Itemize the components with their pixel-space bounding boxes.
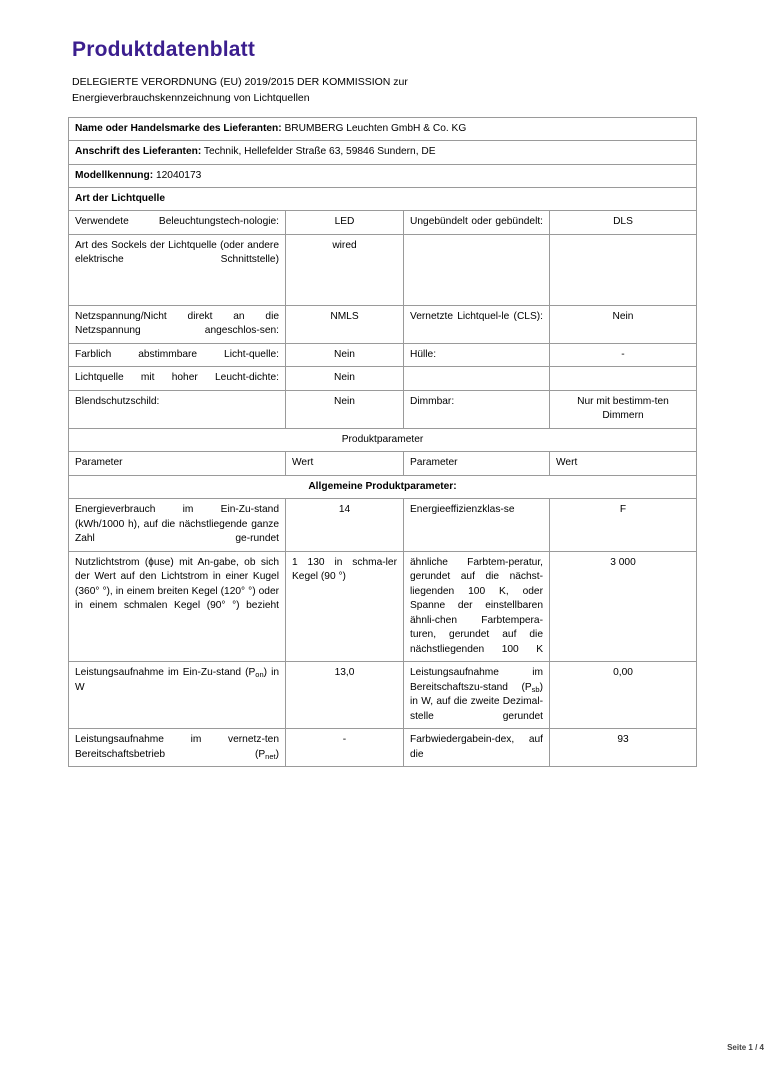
row-value-envelope: - xyxy=(550,343,697,366)
table-row xyxy=(69,343,697,366)
row-label-directional: Ungebündelt oder gebündelt: xyxy=(404,211,550,234)
row-value-colour-tunable: Nein xyxy=(286,343,404,366)
table-row-section-light-source xyxy=(69,187,697,210)
model-cell xyxy=(69,164,697,187)
row-label-energy-consumption: Energieverbrauch im Ein-Zu-stand (kWh/1000 h), auf die nächstliegende ganze Zahl ge-rundet xyxy=(69,499,286,551)
table-row xyxy=(69,729,697,767)
section-header-light-source: Art der Lichtquelle xyxy=(69,187,697,210)
row-label-high-luminance: Lichtquelle mit hoher Leucht-dichte: xyxy=(69,367,286,390)
table-row xyxy=(69,662,697,729)
table-row xyxy=(69,551,697,661)
row-label-power-on-mode: Leistungsaufnahme im Ein-Zu-stand $(P_{on})$ in W xyxy=(69,662,286,729)
table-row-section-product-parameters xyxy=(69,428,697,451)
row-label-colour-tunable: Farblich abstimmbare Licht-quelle: xyxy=(69,343,286,366)
row-label-envelope: Hülle: xyxy=(404,343,550,366)
row-label-power-standby-mode: Leistungsaufnahme im Bereitschaftszu-stand $(P_{sb})$ in W, auf die zweite Dezimal-stelle gerundet xyxy=(404,662,550,729)
row-value-useful-luminous-flux: 1 130 in schma-ler Kegel (90 °) xyxy=(286,551,404,661)
table-row xyxy=(69,390,697,428)
table-row xyxy=(69,367,697,390)
row-value-empty-1 xyxy=(550,234,697,305)
row-label-technology: Verwendete Beleuchtungstech-nologie: xyxy=(69,211,286,234)
row-label-anti-glare-shield: Blendschutzschild: xyxy=(69,390,286,428)
row-value-power-on-mode: 13,0 xyxy=(286,662,404,729)
supplier-address-label: Anschrift des Lieferanten: xyxy=(75,146,202,158)
table-row-param-header xyxy=(69,452,697,475)
row-label-empty-1 xyxy=(404,234,550,305)
table-row xyxy=(69,305,697,343)
param-header-value-2: Wert xyxy=(550,452,697,475)
row-value-energy-class: F xyxy=(550,499,697,551)
table-row-model xyxy=(69,164,697,187)
row-value-empty-2 xyxy=(550,367,697,390)
page-footer: Seite 1 / 4 xyxy=(727,1043,764,1052)
supplier-name-value: BRUMBERG Leuchten GmbH & Co. KG xyxy=(284,122,467,134)
regulation-subtitle-line1: DELEGIERTE VERORDNUNG (EU) 2019/2015 DER KOMMISSION zur xyxy=(72,76,408,88)
row-label-correlated-colour-temperature: ähnliche Farbtem-peratur, gerundet auf die nächst-liegenden 100 K, oder Spanne der einstellbaren ähnli-chen Farbtempera-turen, gerundet auf die nächstliegenden 100 K xyxy=(404,551,550,661)
supplier-address-cell xyxy=(69,141,697,164)
row-value-power-networked-standby: - xyxy=(286,729,404,767)
row-label-power-networked-standby: Leistungsaufnahme im vernetz-ten Bereitschaftsbetrieb $(P_{net})$ xyxy=(69,729,286,767)
row-value-anti-glare-shield: Nein xyxy=(286,390,404,428)
table-row xyxy=(69,211,697,234)
row-label-useful-luminous-flux: Nutzlichtstrom (ɸuse) mit An-gabe, ob sich der Wert auf den Lichtstrom in einer Kugel (360° °), in einem breiten Kegel (120° °) oder in einem schmalen Kegel (90° °) bezieht xyxy=(69,551,286,661)
regulation-subtitle xyxy=(72,74,696,107)
param-header-value-1: Wert xyxy=(286,452,404,475)
param-header-parameter-1: Parameter xyxy=(69,452,286,475)
row-value-mains-voltage: NMLS xyxy=(286,305,404,343)
row-value-energy-consumption: 14 xyxy=(286,499,404,551)
row-value-directional: DLS xyxy=(550,211,697,234)
page-title: Produktdatenblatt xyxy=(72,38,256,61)
datasheet-table xyxy=(68,117,697,768)
row-value-connected-light-source: Nein xyxy=(550,305,697,343)
row-value-dimmable: Nur mit bestimm-ten Dimmern xyxy=(550,390,697,428)
row-value-colour-rendering-index: 93 xyxy=(550,729,697,767)
row-label-dimmable: Dimmbar: xyxy=(404,390,550,428)
row-label-connected-light-source: Vernetzte Lichtquel-le (CLS): xyxy=(404,305,550,343)
table-row-supplier-address xyxy=(69,141,697,164)
supplier-name-cell xyxy=(69,117,697,140)
row-label-energy-class: Energieeffizienzklas-se xyxy=(404,499,550,551)
supplier-name-label: Name oder Handelsmarke des Lieferanten: xyxy=(75,122,282,134)
model-label: Modellkennung: xyxy=(75,169,154,181)
row-value-high-luminance: Nein xyxy=(286,367,404,390)
supplier-address-value: Technik, Hellefelder Straße 63, 59846 Sundern, DE xyxy=(203,146,436,158)
table-row xyxy=(69,499,697,551)
row-label-socket: Art des Sockels der Lichtquelle (oder andere elektrische Schnittstelle) xyxy=(69,234,286,305)
table-row xyxy=(69,234,697,305)
param-header-parameter-2: Parameter xyxy=(404,452,550,475)
section-header-product-parameters: Produktparameter xyxy=(69,428,697,451)
row-label-empty-2 xyxy=(404,367,550,390)
table-row-section-general-parameters xyxy=(69,475,697,498)
row-value-technology: LED xyxy=(286,211,404,234)
section-header-general-parameters: Allgemeine Produktparameter: xyxy=(69,475,697,498)
table-row-supplier-name xyxy=(69,117,697,140)
model-value: 12040173 xyxy=(155,169,202,181)
row-label-colour-rendering-index: Farbwiedergabein-dex, auf die xyxy=(404,729,550,767)
row-label-mains-voltage: Netzspannung/Nicht direkt an die Netzspannung angeschlos-sen: xyxy=(69,305,286,343)
row-value-socket: wired xyxy=(286,234,404,305)
document-content xyxy=(68,38,764,1052)
row-value-power-standby-mode: 0,00 xyxy=(550,662,697,729)
row-value-correlated-colour-temperature: 3 000 xyxy=(550,551,697,661)
regulation-subtitle-line2: Energieverbrauchskennzeichnung von Lichtquellen xyxy=(72,92,310,105)
